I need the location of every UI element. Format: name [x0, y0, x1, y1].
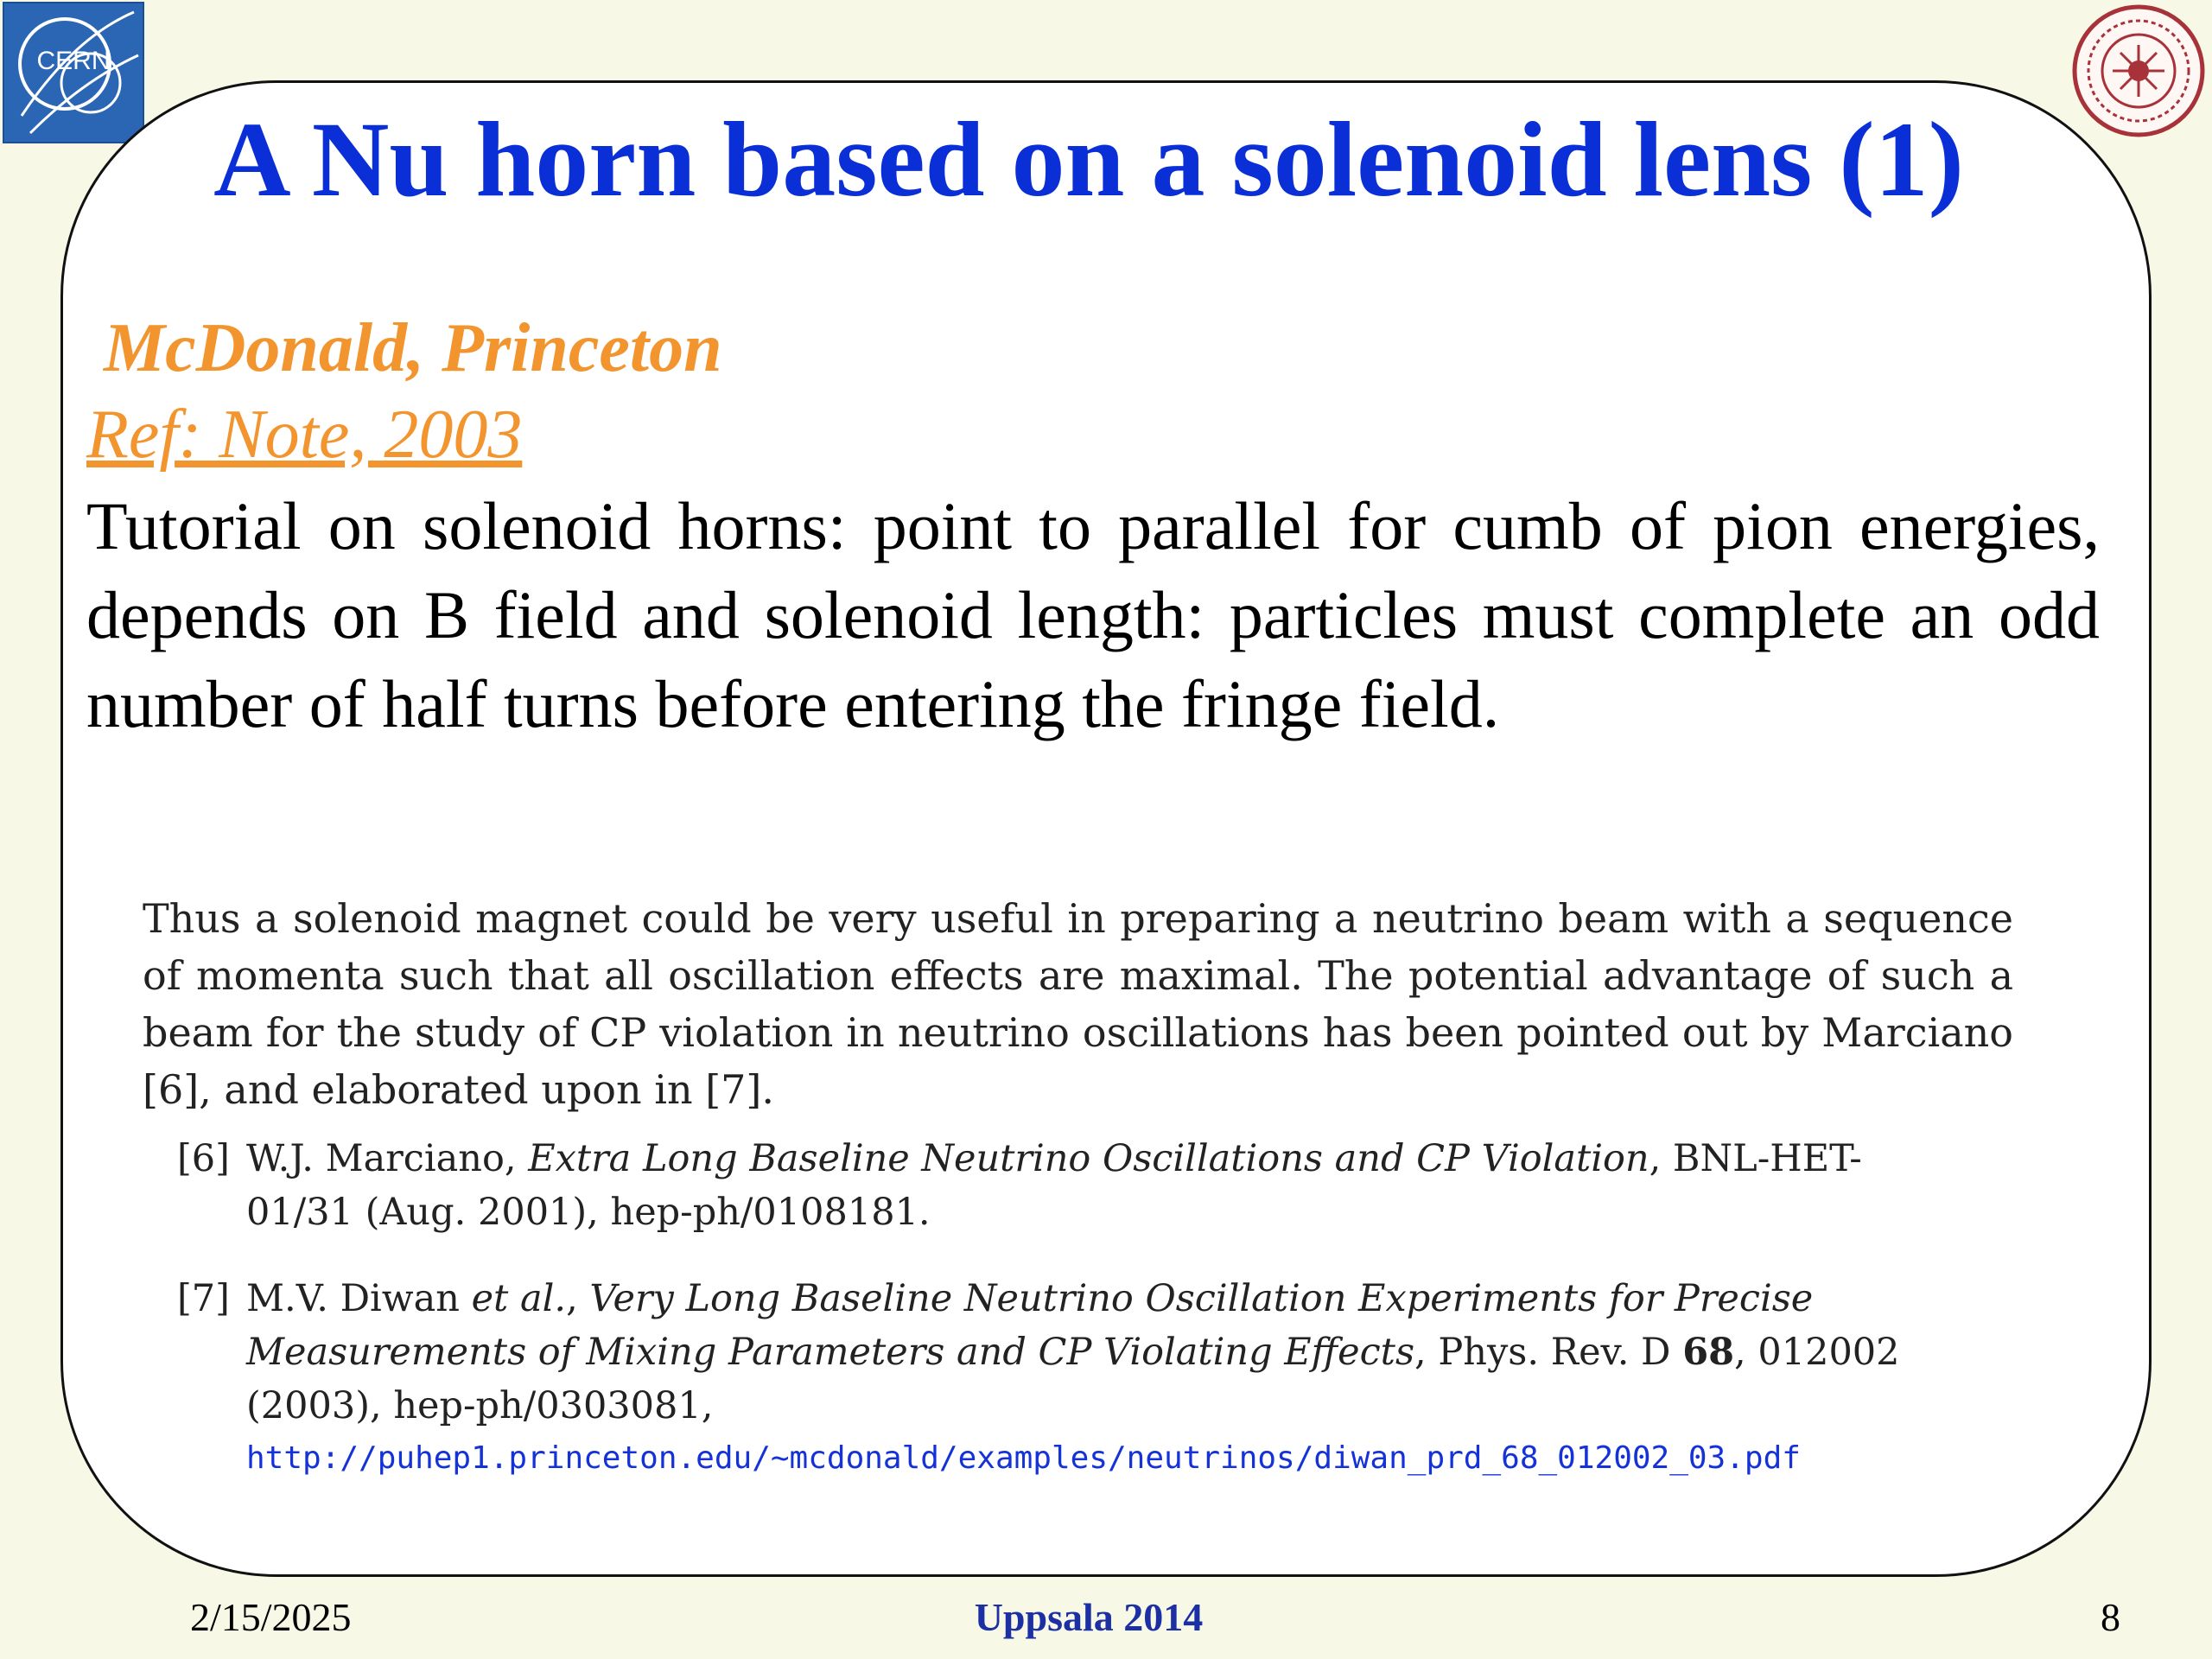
author-name: McDonald, Princeton [104, 310, 722, 386]
reference-journal: , Phys. Rev. D [1414, 1331, 1683, 1374]
cern-logo-text: CERN [36, 47, 111, 75]
slide-title: A Nu horn based on a solenoid lens (1) [213, 100, 1964, 219]
excerpt-paragraph: Thus a solenoid magnet could be very useful in preparing a neutrino beam with a sequence of momenta such that all oscillation effects are maximal. The potential advantage of such a beam for the study of CP violation in neutrino oscillations has been pointed out by Marciano [6], and elaborated upon in [7]. [143, 895, 2013, 1113]
reference-url-link[interactable]: http://puhep1.princeton.edu/~mcdonald/examples/neutrinos/diwan_prd_68_012002_03.pdf [246, 1440, 1801, 1476]
reference-item [177, 1132, 1931, 1239]
reference-title: Very Long Baseline Neutrino Oscillation Experiments for Precise Measurements of Mixing Parameters and CP Violating Effects [246, 1277, 1814, 1374]
reference-volume: 68 [1682, 1331, 1735, 1374]
reference-authors: M.V. Diwan [246, 1277, 460, 1320]
reference-details: , 012002 (2003), hep-ph/0303081, [246, 1331, 1900, 1427]
footer-event-title: Uppsala 2014 [974, 1595, 1204, 1639]
reference-list [177, 1132, 1931, 1517]
footer-page-number: 8 [2101, 1595, 2120, 1639]
reference-number: [7] [177, 1277, 230, 1320]
tutorial-paragraph: Tutorial on solenoid horns: point to parallel for cumb of pion energies, depends on B field and solenoid length: particles must complete an odd number of half turns before entering the fringe field. [86, 488, 2100, 741]
reference-authors: W.J. Marciano, [246, 1137, 517, 1180]
reference-title: Extra Long Baseline Neutrino Oscillations and CP Violation [528, 1137, 1649, 1180]
reference-number: [6] [177, 1137, 230, 1180]
reference-note-link[interactable]: Ref: Note, 2003 [86, 397, 523, 473]
reference-item: [7] M.V. Diwan et al., Very Long Baseline Neutrino Oscillation Experiments for Precise Measurements of Mixing Parameters and CP Violating Effects, Phys. Rev. D 68, 012002 (2003), hep-ph/0303081, http://puhep1.princeton.edu/~mcdonald/examples/neutrinos/diwan_prd_68_012002_03.pdf [177, 1272, 1931, 1484]
footer-date: 2/15/2025 [190, 1595, 352, 1639]
reference-details: , BNL-HET-01/31 (Aug. 2001), hep-ph/0108181. [246, 1137, 1862, 1234]
reference-etal: et al. [471, 1277, 567, 1320]
